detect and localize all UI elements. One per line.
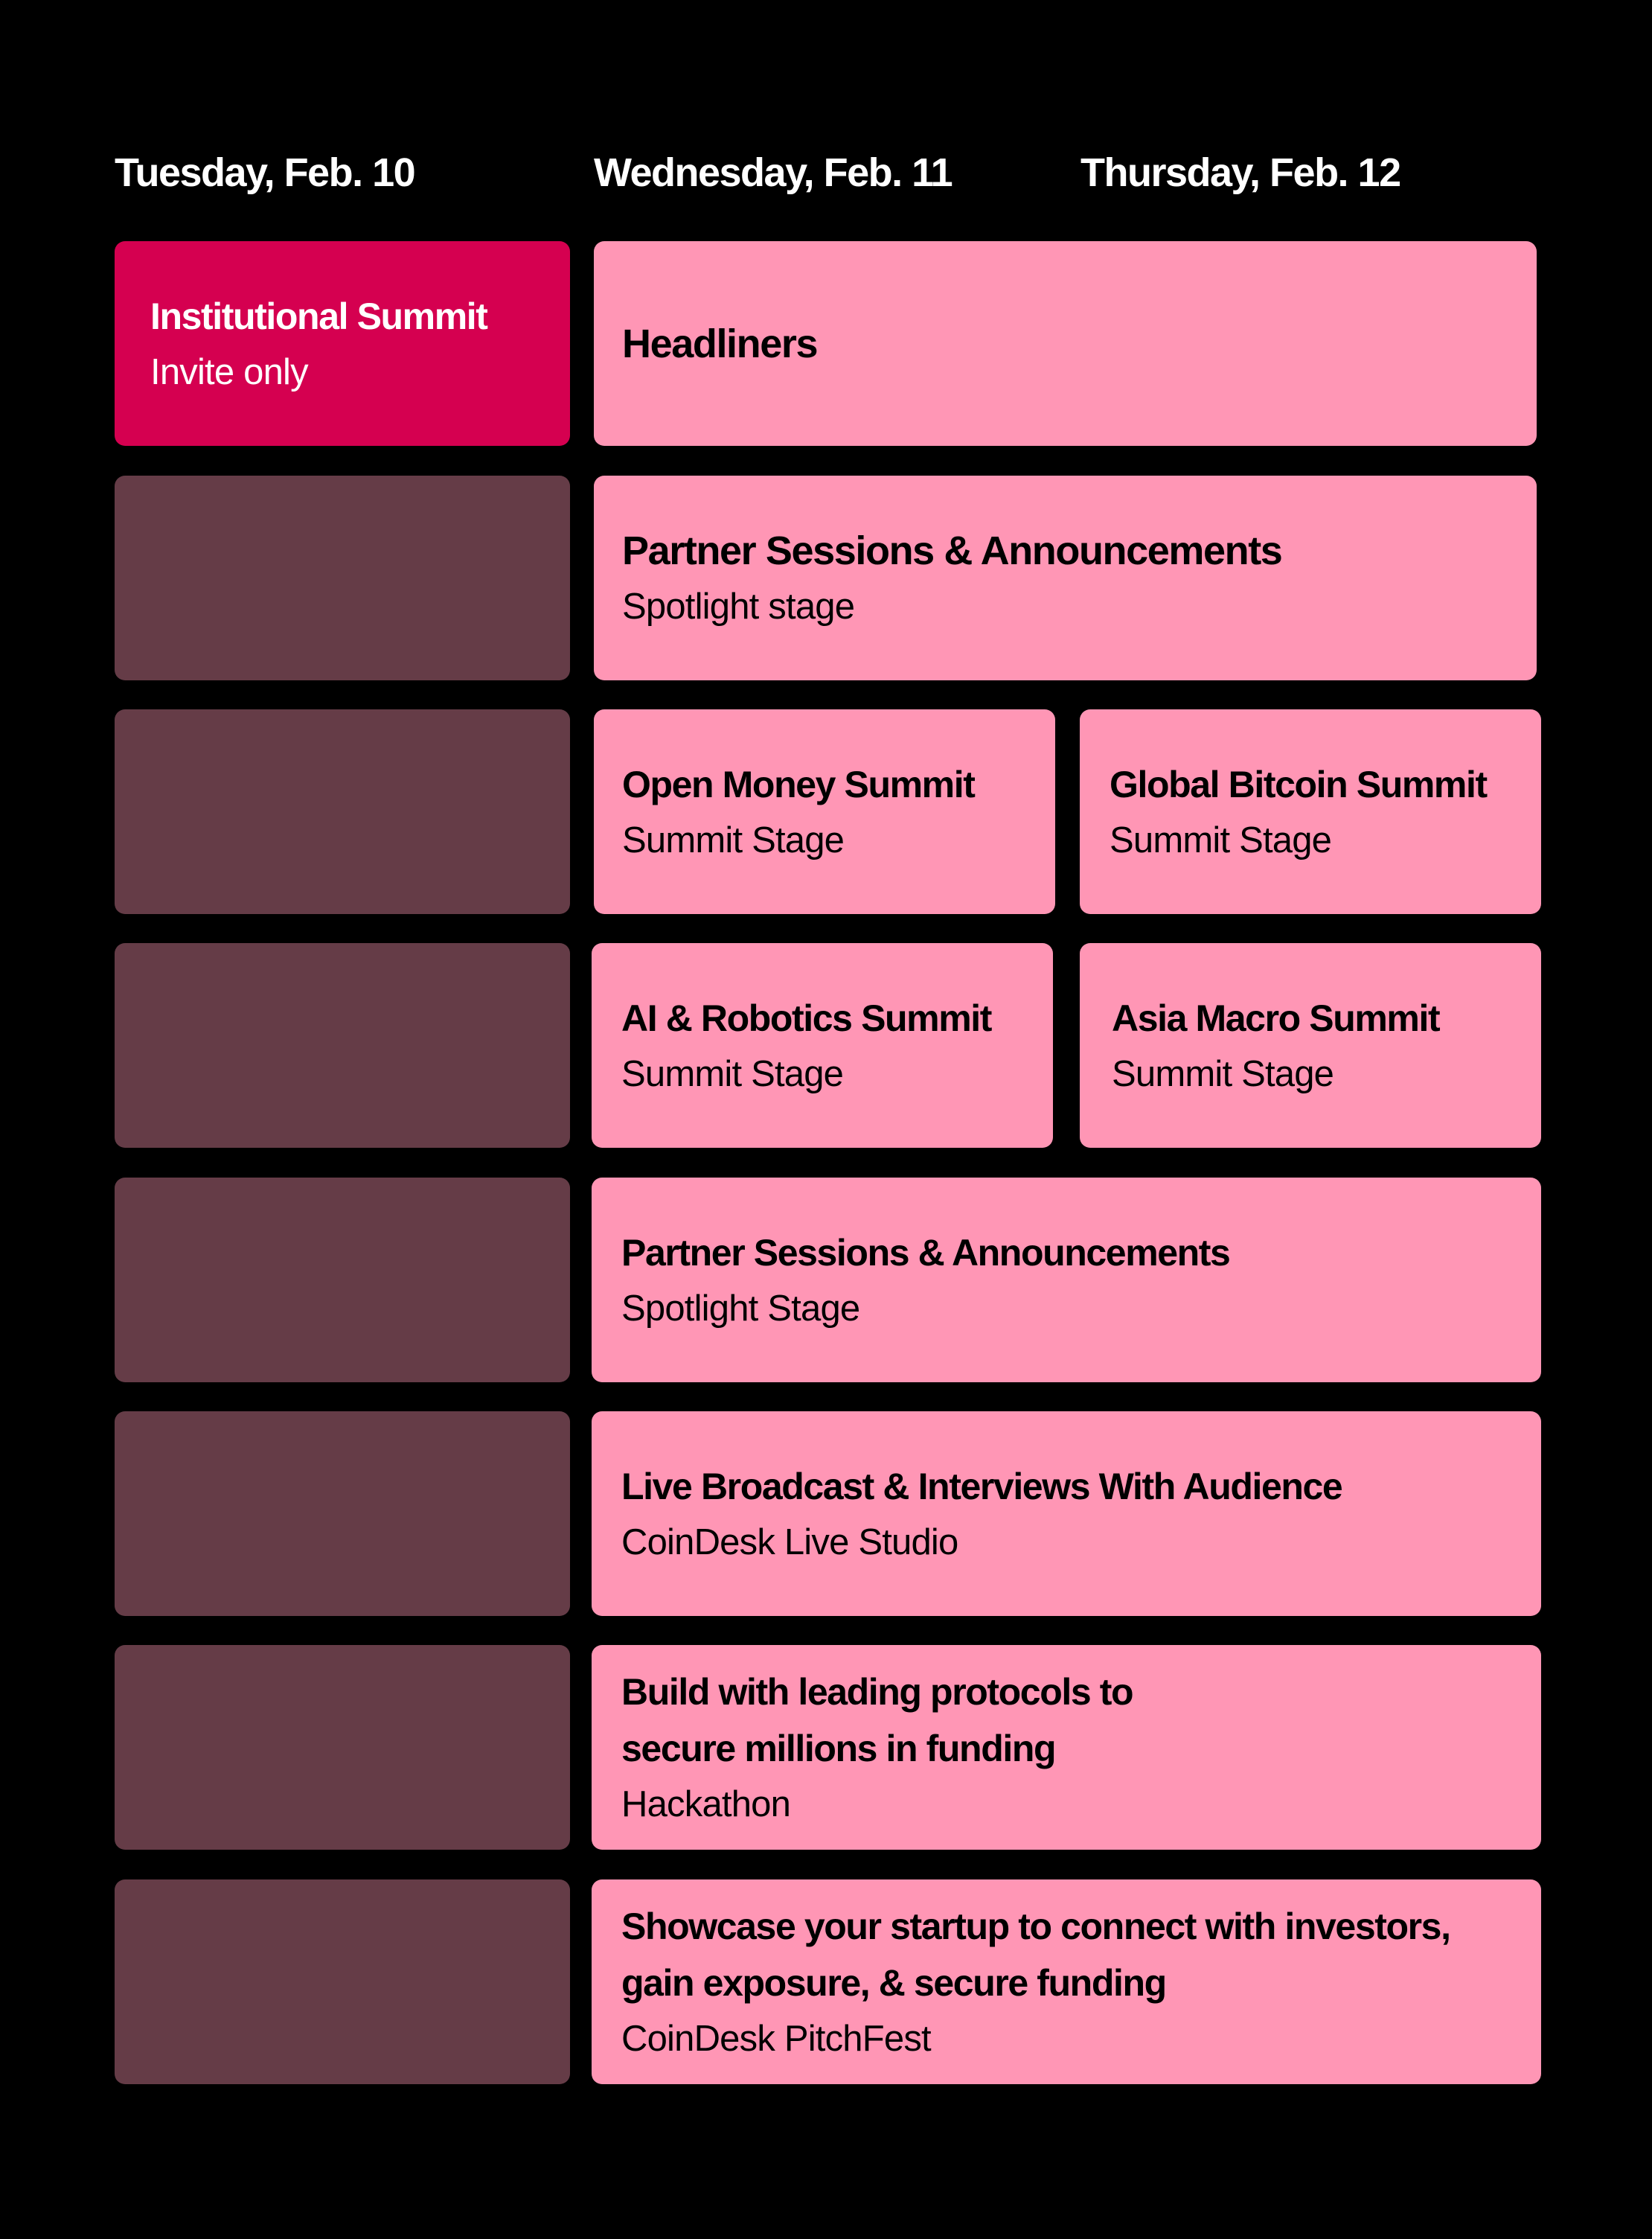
session-title: Open Money Summit	[622, 763, 975, 805]
session-card-hackathon[interactable]	[592, 1645, 1541, 1850]
session-subtitle: Summit Stage	[1110, 820, 1332, 860]
empty-slot	[115, 1645, 570, 1850]
session-title: Showcase your startup to connect with investors, gain exposure, & secure funding	[621, 1905, 1450, 2004]
session-card-global-bitcoin-summit[interactable]	[1080, 709, 1541, 914]
session-card-partner-sessions-2[interactable]	[592, 1178, 1541, 1382]
session-content	[621, 1664, 1519, 1832]
day-header-wednesday: Wednesday, Feb. 11	[594, 150, 953, 195]
empty-slot	[115, 1178, 570, 1382]
session-content	[1110, 756, 1519, 868]
empty-slot	[115, 943, 570, 1148]
session-content	[622, 523, 1514, 634]
session-title: Partner Sessions & Announcements	[621, 1231, 1230, 1274]
session-card-pitchfest[interactable]	[592, 1879, 1541, 2084]
session-card-institutional-summit[interactable]	[115, 241, 570, 446]
session-subtitle: Summit Stage	[622, 820, 845, 860]
day-header-thursday: Thursday, Feb. 12	[1080, 150, 1400, 195]
session-subtitle: Spotlight Stage	[621, 1288, 860, 1329]
session-title: Build with leading protocols to secure millions in funding	[621, 1670, 1133, 1769]
empty-slot	[115, 1879, 570, 2084]
session-subtitle: Summit Stage	[1112, 1053, 1334, 1094]
session-title: Asia Macro Summit	[1112, 997, 1440, 1039]
session-subtitle: Summit Stage	[621, 1053, 844, 1094]
session-title: Global Bitcoin Summit	[1110, 763, 1487, 805]
session-content	[621, 1898, 1519, 2066]
session-card-ai-robotics-summit[interactable]	[592, 943, 1053, 1148]
session-title: Live Broadcast & Interviews With Audience	[621, 1465, 1342, 1507]
empty-slot	[115, 709, 570, 914]
session-subtitle: Spotlight stage	[622, 586, 855, 627]
empty-slot	[115, 476, 570, 680]
session-content	[621, 990, 1031, 1102]
session-content	[622, 316, 1514, 372]
session-content	[621, 1224, 1519, 1336]
session-subtitle: Hackathon	[621, 1783, 791, 1824]
empty-slot	[115, 1411, 570, 1616]
session-card-asia-macro-summit[interactable]	[1080, 943, 1541, 1148]
session-content	[621, 1458, 1519, 1570]
session-card-partner-sessions[interactable]	[594, 476, 1537, 680]
session-content	[622, 756, 1033, 868]
session-title: Partner Sessions & Announcements	[622, 528, 1282, 573]
session-subtitle: CoinDesk Live Studio	[621, 1521, 958, 1562]
session-subtitle: Invite only	[150, 351, 308, 392]
session-subtitle: CoinDesk PitchFest	[621, 2018, 931, 2059]
session-content	[1112, 990, 1519, 1102]
session-card-open-money-summit[interactable]	[594, 709, 1055, 914]
session-title: Institutional Summit	[150, 295, 487, 337]
session-card-headliners[interactable]	[594, 241, 1537, 446]
session-card-live-broadcast[interactable]	[592, 1411, 1541, 1616]
session-title: AI & Robotics Summit	[621, 997, 992, 1039]
day-header-tuesday: Tuesday, Feb. 10	[115, 150, 415, 195]
session-title: Headliners	[622, 321, 818, 366]
session-content	[150, 288, 548, 400]
